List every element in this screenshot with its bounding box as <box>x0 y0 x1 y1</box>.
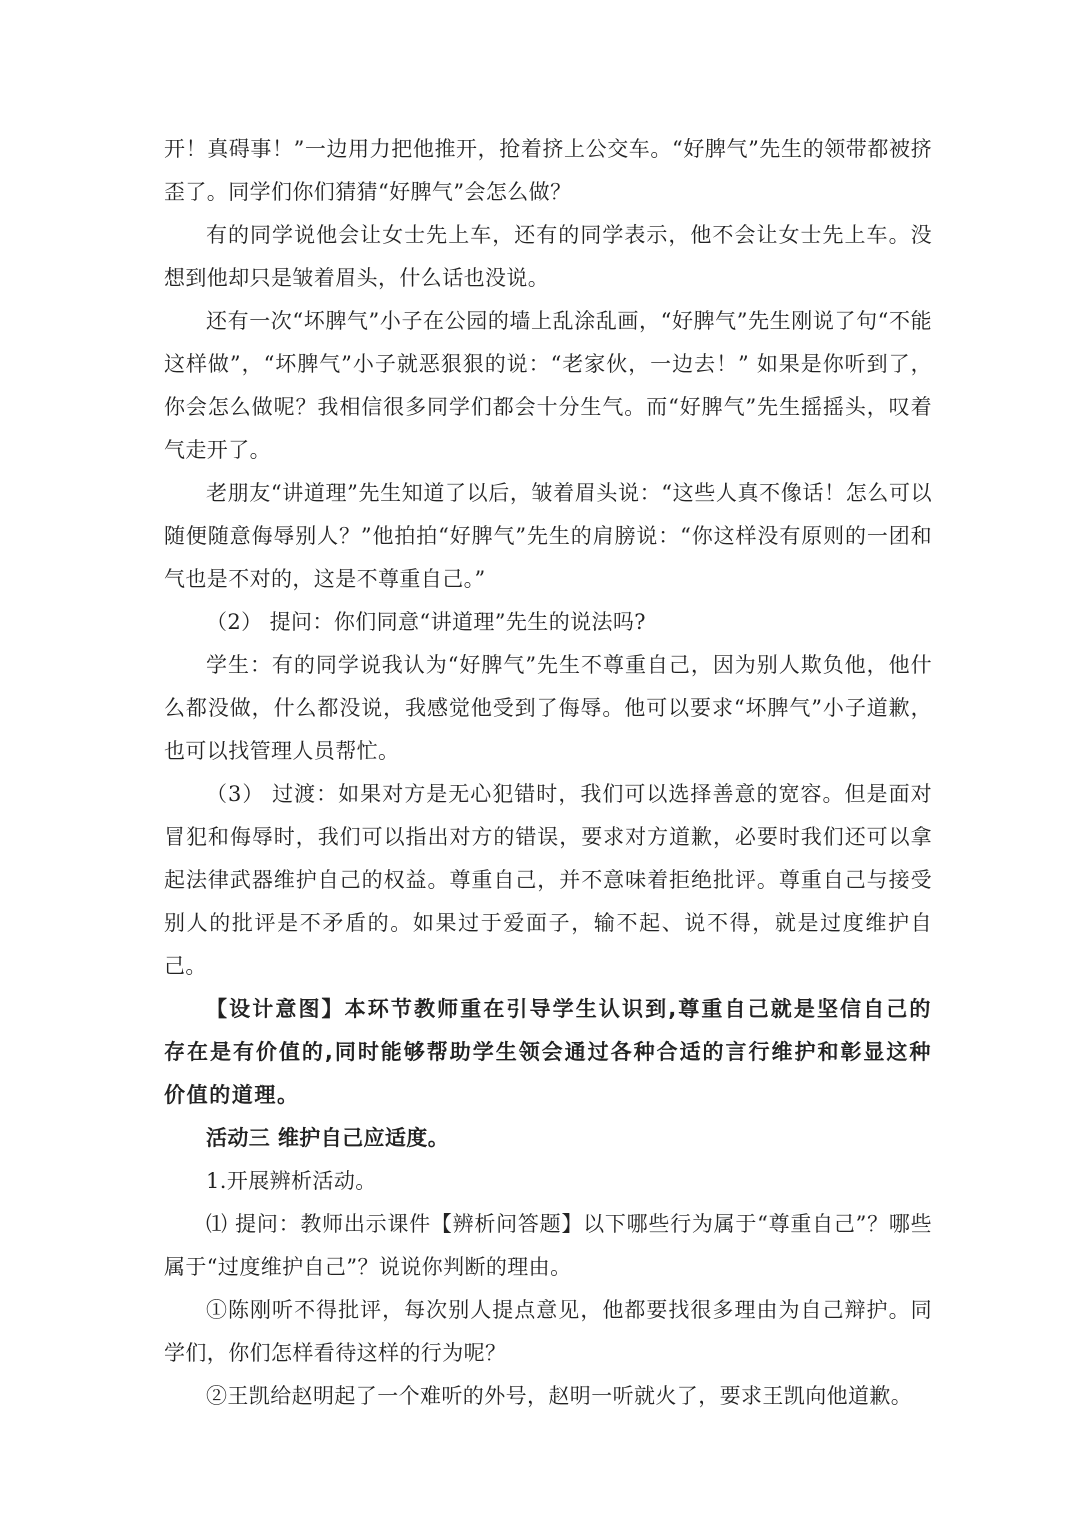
paragraph-student-answer: 学生：有的同学说我认为“好脾气”先生不尊重自己，因为别人欺负他，他什么都没做，什么都没说，我感觉他受到了侮辱。他可以要求“坏脾气”小子道歉，也可以找管理人员帮忙。 <box>164 653 932 763</box>
paragraph-case-2: ②王凯给赵明起了一个难听的外号，赵明一听就火了，要求王凯向他道歉。 <box>206 1384 913 1408</box>
paragraph-students-guess: 有的同学说他会让女士先上车，还有的同学表示，他不会让女士先上车。没想到他却只是皱着眉头，什么话也没说。 <box>164 223 932 290</box>
paragraph-case-1: ①陈刚听不得批评，每次别人提点意见，他都要找很多理由为自己辩护。同学们，你们怎样看待这样的行为呢？ <box>164 1298 932 1365</box>
paragraph-question-2: （2） 提问：你们同意“讲道理”先生的说法吗? <box>206 610 646 634</box>
document-body <box>164 128 932 1418</box>
activity-three-heading: 活动三 维护自己应适度。 <box>206 1126 450 1150</box>
paragraph-question-1: ⑴ 提问：教师出示课件【辨析问答题】以下哪些行为属于“尊重自己”？哪些属于“过度维护自己”？说说你判断的理由。 <box>164 1212 932 1279</box>
paragraph-park-story: 还有一次“坏脾气”小子在公园的墙上乱涂乱画，“好脾气”先生刚说了句“不能这样做”，“坏脾气”小子就恶狠狠的说：“老家伙，一边去！” 如果是你听到了，你会怎么做呢？我相信很多同学们都会十分生气。而“好脾气”先生摇摇头，叹着气走开了。 <box>164 309 932 462</box>
paragraph-reasoning-friend: 老朋友“讲道理”先生知道了以后，皱着眉头说：“这些人真不像话！怎么可以随便随意侮辱别人？”他拍拍“好脾气”先生的肩膀说：“你这样没有原则的一团和气也是不对的，这是不尊重自己。” <box>164 481 932 591</box>
paragraph-story-continued: 开！真碍事！”一边用力把他推开，抢着挤上公交车。“好脾气”先生的领带都被挤歪了。同学们你们猜猜“好脾气”会怎么做？ <box>164 137 932 204</box>
paragraph-design-intent: 【设计意图】本环节教师重在引导学生认识到,尊重自己就是坚信自己的存在是有价值的,同时能够帮助学生领会通过各种合适的言行维护和彰显这种价值的道理。 <box>164 997 932 1107</box>
paragraph-transition-3: （3） 过渡：如果对方是无心犯错时，我们可以选择善意的宽容。但是面对冒犯和侮辱时，我们可以指出对方的错误，要求对方道歉，必要时我们还可以拿起法律武器维护自己的权益。尊重自己，并不意味着拒绝批评。尊重自己与接受别人的批评是不矛盾的。如果过于爱面子，输不起、说不得，就是过度维护自己。 <box>164 782 932 978</box>
paragraph-discussion-activity: 1.开展辨析活动。 <box>206 1169 377 1193</box>
